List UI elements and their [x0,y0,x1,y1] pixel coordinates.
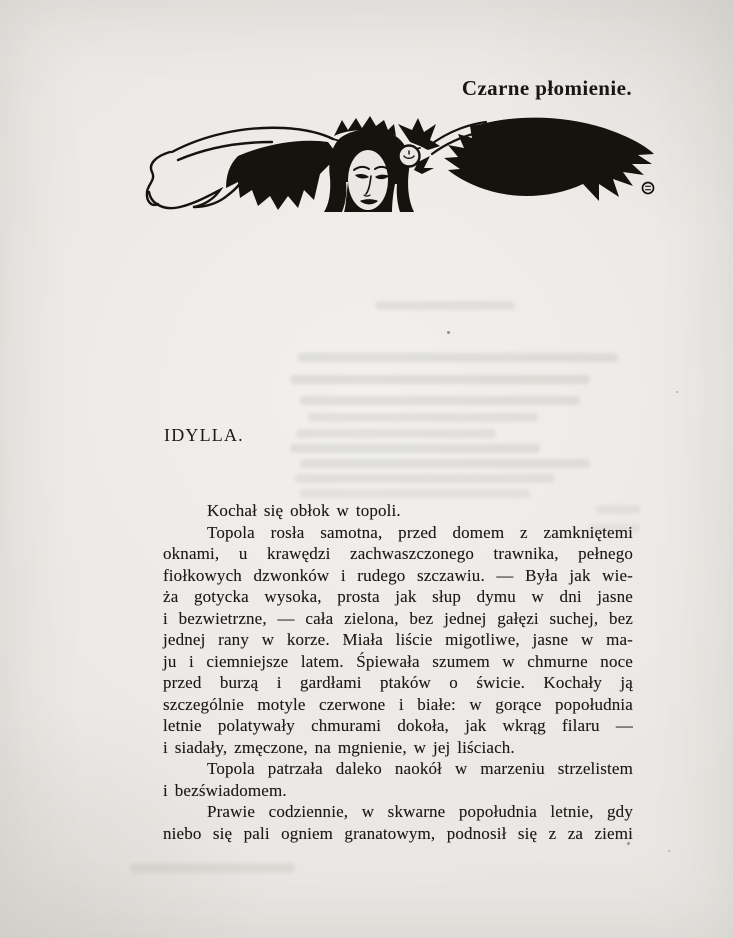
bleed-through-text [308,413,538,422]
text-line: i siadały, zmęczone, na mgnienie, w jej liściach. [163,737,515,757]
bleed-through-text [130,863,295,873]
bleed-through-text [300,459,590,468]
bleed-through-text [295,474,555,483]
bleed-through-text [298,353,618,362]
right-wing [444,118,654,201]
bleed-through-text [296,429,496,438]
text-line: Topola rosła samotna, przed domem z zamkniętemi [207,522,633,542]
section-title: IDYLLA. [164,425,244,445]
bleed-through-text [300,396,580,405]
dust-speck [668,850,670,852]
text-line: fiołkowych dzwonków i rudego szczawiu. — Była jak wie- [163,565,633,585]
text-line: Prawie codziennie, w skwarne popołudnia letnie, gdy [207,802,633,821]
bleed-through-text [375,301,515,310]
text-line: i bezświadomem. [163,780,287,800]
body-text [163,500,633,844]
bleed-through-text [290,375,590,384]
text-line: jednej rany w korze. Miała liście migotliwe, jasne w ma- [163,630,633,649]
text-line: Topola patrzała daleko naokół w marzeniu strzelistem [207,759,633,778]
text-line: i bezwietrzne, — cała zielona, bez jednej gałęzi suchej, bez [163,608,633,628]
text-line: oknami, u krawędzi zachwaszczonego trawnika, pełnego [163,544,633,563]
text-line: letnie polatywały chmurami dokoła, jak wkrąg filaru — [163,716,633,735]
running-header: Czarne płomienie. [461,76,632,100]
winged-woman-illustration [142,112,664,227]
text-line: ju i ciemniejsze latem. Śpiewała szumem w chmurne noce [163,651,633,671]
flower-ornament [398,118,440,174]
text-line: szczególnie motyle czerwone i białe: w gorące popołudnia [163,694,633,714]
dust-speck [676,391,678,393]
dust-speck [447,331,450,334]
bleed-through-text [300,489,530,498]
left-wing [226,141,334,210]
bleed-through-text [290,444,540,453]
text-line: Kochał się obłok w topoli. [207,501,401,520]
text-line: niebo się pali ogniem granatowym, podnosił się z za ziemi [163,823,633,843]
artist-monogram-icon [643,183,654,194]
dust-speck [627,842,630,845]
text-line: przed burzą i gardłami ptaków o świcie. Kochały ją [163,673,633,692]
text-line: ża gotycka wysoka, prosta jak słup dymu w dni jasne [163,587,633,606]
headpiece-vignette [142,112,664,227]
